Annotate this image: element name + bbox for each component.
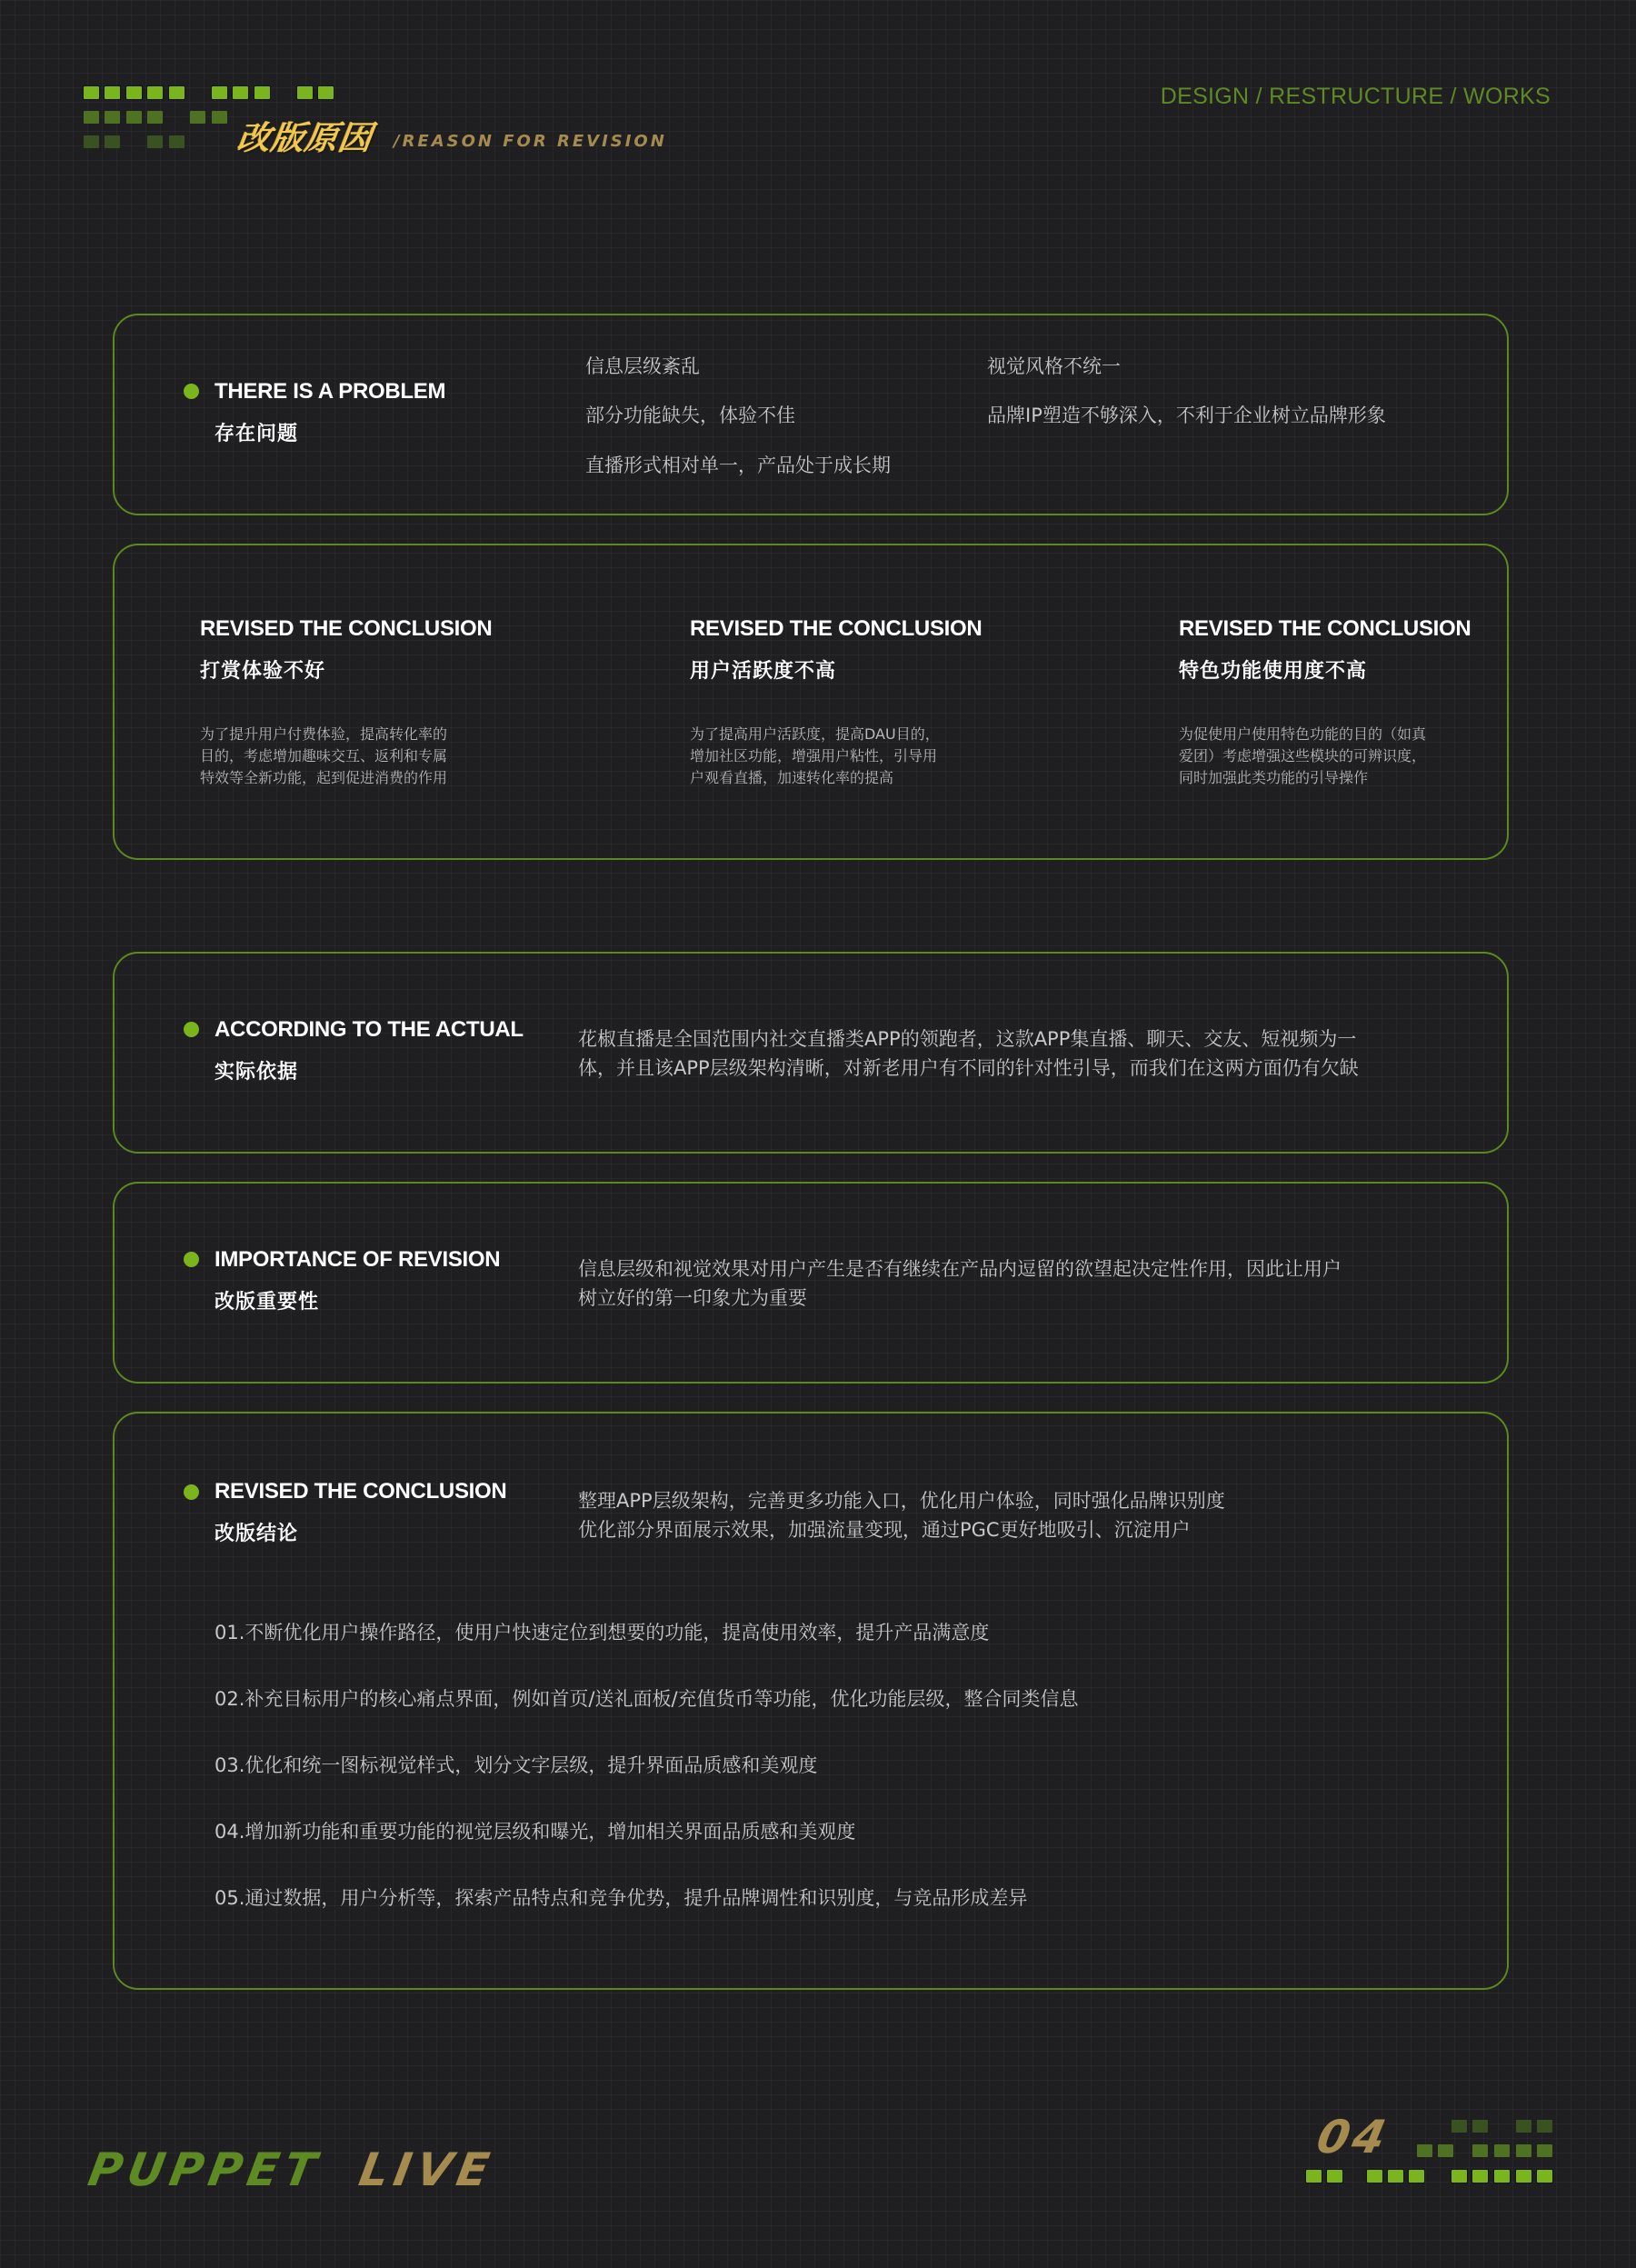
pixel-block	[254, 86, 270, 99]
pixel-block	[1472, 2144, 1488, 2157]
pixel-block	[212, 111, 227, 124]
final-label-cn: 改版结论	[214, 1523, 299, 1545]
footer-brand-live: LIVE	[354, 2143, 499, 2196]
pixel-block	[105, 86, 120, 99]
page-subtitle: /REASON FOR REVISION	[394, 132, 667, 151]
bullet-dot-icon	[184, 384, 199, 399]
importance-label-cn: 改版重要性	[214, 1291, 320, 1314]
problem-item: 信息层级紊乱	[585, 355, 700, 377]
actual-label-cn: 实际依据	[214, 1061, 299, 1084]
pixel-block	[84, 111, 99, 124]
final-point: 03.优化和统一图标视觉样式，划分文字层级，提升界面品质感和美观度	[214, 1754, 818, 1776]
importance-description: 信息层级和视觉效果对用户产生是否有继续在产品内逗留的欲望起决定性作用，因此让用户 树立好的第一印象尤为重要	[578, 1258, 1342, 1309]
section-breadcrumb: DESIGN / RESTRUCTURE / WORKS	[1160, 84, 1551, 109]
pixel-block	[105, 135, 120, 148]
pixel-block	[1537, 2144, 1552, 2157]
final-point: 01.不断优化用户操作路径，使用户快速定位到想要的功能，提高使用效率，提升产品满意度	[214, 1622, 990, 1644]
importance-card	[113, 1182, 1509, 1384]
conclusions-card	[113, 544, 1509, 860]
pixel-block	[1516, 2144, 1531, 2157]
conclusion-description: 为了提高用户活跃度，提高DAU目的， 增加社区功能，增强用户粘性，引导用 户观看直播，加速转化率的提高	[690, 725, 940, 786]
conclusion-label-cn: 用户活跃度不高	[690, 660, 837, 683]
final-summary: 整理APP层级架构，完善更多功能入口，优化用户体验，同时强化品牌识别度 优化部分界面展示效果，加强流量变现，通过PGC更好地吸引、沉淀用户	[578, 1490, 1225, 1541]
pixel-block	[1438, 2144, 1453, 2157]
pixel-block	[84, 86, 99, 99]
conclusion-label-cn: 特色功能使用度不高	[1179, 660, 1368, 683]
pixel-block	[190, 111, 205, 124]
pixel-block	[318, 86, 334, 99]
pixel-block	[169, 86, 185, 99]
pixel-block	[84, 135, 99, 148]
conclusion-label-cn: 打赏体验不好	[200, 660, 326, 683]
conclusion-label-en: REVISED THE CONCLUSION	[1179, 616, 1471, 641]
pixel-block	[1306, 2170, 1322, 2183]
pixel-block	[147, 86, 163, 99]
pixel-block	[1537, 2120, 1552, 2133]
final-point: 04.增加新功能和重要功能的视觉层级和曝光，增加相关界面品质感和美观度	[214, 1821, 856, 1843]
pixel-block	[1472, 2120, 1488, 2133]
problem-item: 视觉风格不统一	[987, 355, 1121, 377]
pixel-block	[1494, 2144, 1510, 2157]
problem-item: 直播形式相对单一，产品处于成长期	[585, 455, 891, 476]
footer-brand-puppet: PUPPET	[84, 2143, 325, 2196]
pixel-block	[147, 135, 163, 148]
pixel-block	[233, 86, 248, 99]
bullet-dot-icon	[184, 1252, 199, 1267]
pixel-block	[1451, 2120, 1467, 2133]
pixel-block	[297, 86, 313, 99]
page-title: 改版原因	[234, 120, 375, 157]
bullet-dot-icon	[184, 1484, 199, 1500]
pixel-block	[105, 111, 120, 124]
final-point: 02.补充目标用户的核心痛点界面，例如首页/送礼面板/充值货币等功能，优化功能层级，整合同类信息	[214, 1688, 1079, 1710]
pixel-block	[147, 111, 163, 124]
pixel-block	[1367, 2170, 1382, 2183]
problem-item: 品牌IP塑造不够深入，不利于企业树立品牌形象	[987, 405, 1386, 426]
pixel-block	[1388, 2170, 1403, 2183]
actual-card	[113, 952, 1509, 1154]
pixel-block	[169, 135, 185, 148]
conclusion-label-en: REVISED THE CONCLUSION	[200, 616, 493, 641]
pixel-block	[1451, 2170, 1467, 2183]
pixel-block	[1516, 2170, 1531, 2183]
pixel-block	[1516, 2120, 1531, 2133]
pixel-block	[1409, 2170, 1424, 2183]
pixel-block	[1537, 2170, 1552, 2183]
final-conclusion-card	[113, 1412, 1509, 1990]
importance-label-en: IMPORTANCE OF REVISION	[214, 1247, 501, 1272]
problem-item: 部分功能缺失，体验不佳	[585, 405, 795, 426]
actual-description: 花椒直播是全国范围内社交直播类APP的领跑者，这款APP集直播、聊天、交友、短视频为一 体，并且该APP层级架构清晰，对新老用户有不同的针对性引导，而我们在这两方面仍有欠缺	[578, 1028, 1359, 1079]
conclusion-label-en: REVISED THE CONCLUSION	[690, 616, 983, 641]
pixel-block	[126, 86, 142, 99]
problem-label-cn: 存在问题	[214, 423, 299, 445]
pixel-block	[212, 86, 227, 99]
actual-label-en: ACCORDING TO THE ACTUAL	[214, 1017, 524, 1042]
pixel-block	[126, 111, 142, 124]
problem-label-en: THERE IS A PROBLEM	[214, 379, 446, 404]
pixel-block	[1472, 2170, 1488, 2183]
final-label-en: REVISED THE CONCLUSION	[214, 1479, 507, 1504]
pixel-block	[1417, 2144, 1432, 2157]
conclusion-description: 为了提升用户付费体验，提高转化率的 目的，考虑增加趣味交互、返利和专属 特效等全新功能，起到促进消费的作用	[200, 725, 448, 786]
pixel-block	[1327, 2170, 1342, 2183]
pixel-block	[1494, 2170, 1510, 2183]
bullet-dot-icon	[184, 1022, 199, 1037]
final-point: 05.通过数据，用户分析等，探索产品特点和竞争优势，提升品牌调性和识别度，与竞品形成差异	[214, 1887, 1028, 1909]
problem-card	[113, 314, 1509, 515]
conclusion-description: 为促使用户使用特色功能的目的（如真 爱团）考虑增强这些模块的可辨识度， 同时加强此类功能的引导操作	[1179, 725, 1427, 786]
page-number: 04	[1312, 2111, 1394, 2163]
